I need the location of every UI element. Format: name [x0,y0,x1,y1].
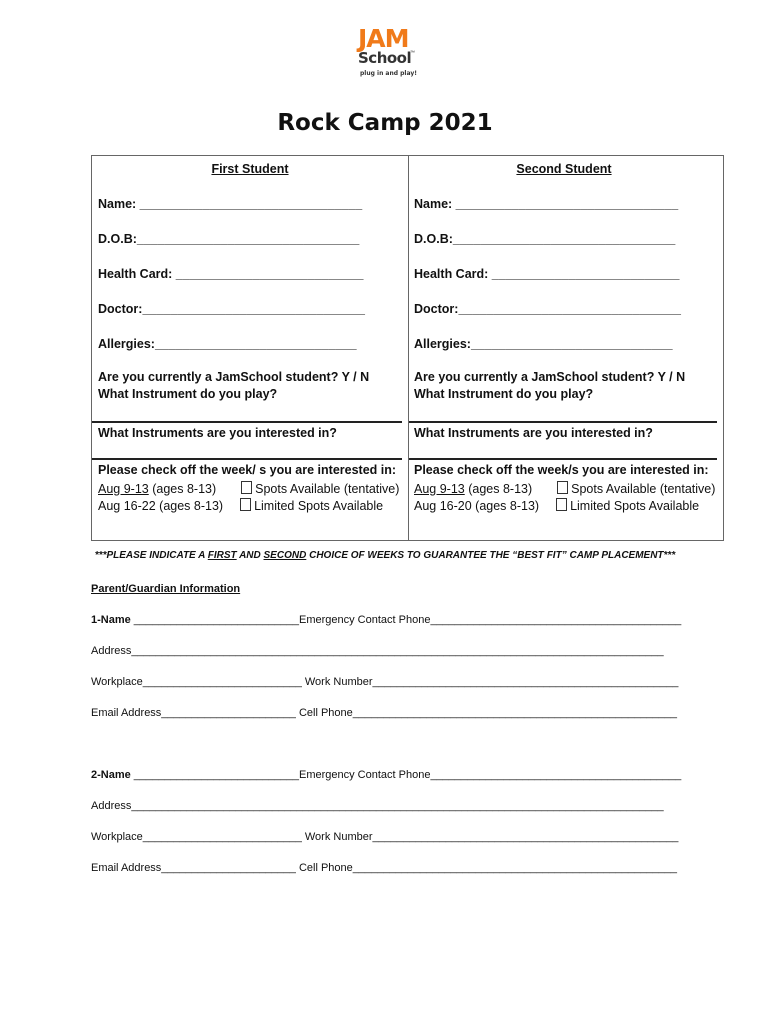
logo-school-text: School [358,49,412,67]
first-week2-checkbox[interactable] [240,498,251,511]
second-student-instrument-line [409,421,717,423]
jamschool-logo [352,26,418,84]
column-divider [408,156,409,540]
note-text-post: CHOICE OF WEEKS TO GUARANTEE THE “BEST FIT” CAMP PLACEMENT*** [306,550,676,561]
student-table [91,155,724,541]
second-week1-status: Spots Available (tentative) [571,482,716,496]
note-text-mid: AND [236,550,264,561]
guardian1-name-row[interactable] [91,614,681,626]
logo-jam-text: JAM [358,24,409,53]
guardian2-name-rest[interactable]: ___________________________Emergency Contact Phone_________________________________________ [130,769,682,781]
second-student-doctor-field[interactable]: Doctor:________________________________ [414,302,681,316]
guardian1-email-field[interactable]: Email Address______________________ Cell Phone_____________________________________________________ [91,707,678,719]
first-week1-status: Spots Available (tentative) [255,482,400,496]
first-student-instrument-question[interactable]: What Instrument do you play? [98,387,278,401]
second-week1-checkbox[interactable] [557,481,568,494]
first-student-instrument-line [92,421,402,423]
second-student-week2 [414,498,699,513]
guardian1-name-label: 1-Name [91,614,131,626]
first-student-week2 [98,498,383,513]
first-student-interested-question[interactable]: What Instruments are you interested in? [98,426,337,440]
guardian1-workplace-field[interactable]: Workplace__________________________ Work Number__________________________________________________ [91,676,679,688]
second-student-interested-question[interactable]: What Instruments are you interested in? [414,426,653,440]
guardian-heading: Parent/Guardian Information [91,583,241,595]
first-student-dob-field[interactable]: D.O.B:________________________________ [98,232,360,246]
second-student-heading: Second Student [516,162,612,176]
second-student-allergies-field[interactable]: Allergies:_____________________________ [414,337,673,351]
first-student-week1 [98,481,399,496]
first-student-interested-line [92,458,402,460]
first-student-current-question[interactable]: Are you currently a JamSchool student? Y / N [98,370,370,384]
guardian1-address-field[interactable]: Address_______________________________________________________________________________________ [91,645,664,657]
note-text-pre: ***PLEASE INDICATE A [94,550,208,561]
first-student-weeks-question: Please check off the week/ s you are interested in: [98,463,397,477]
guardian2-name-row[interactable] [91,769,681,781]
guardian2-workplace-field[interactable]: Workplace__________________________ Work Number__________________________________________________ [91,831,679,843]
first-week1-checkbox[interactable] [241,481,252,494]
page-title: Rock Camp 2021 [277,110,493,136]
guardian2-address-field[interactable]: Address_______________________________________________________________________________________ [91,800,664,812]
second-student-instrument-question[interactable]: What Instrument do you play? [414,387,594,401]
second-week2-status: Limited Spots Available [570,499,700,513]
first-student-name-field[interactable]: Name: ________________________________ [98,197,363,211]
first-student-doctor-field[interactable]: Doctor:________________________________ [98,302,365,316]
first-week2-status: Limited Spots Available [254,499,384,513]
second-student-health-card-field[interactable]: Health Card: ___________________________ [414,267,680,281]
guardian2-name-label: 2-Name [91,769,131,781]
second-week2-date: Aug 16-20 (ages 8-13) [414,499,540,513]
second-week1-ages: (ages 8-13) [464,482,533,496]
guardian1-name-rest[interactable]: ___________________________Emergency Contact Phone_________________________________________ [130,614,682,626]
second-student-week1 [414,481,715,496]
first-week2-date: Aug 16-22 (ages 8-13) [98,499,224,513]
first-student-health-card-field[interactable]: Health Card: ___________________________ [98,267,364,281]
first-week1-ages: (ages 8-13) [148,482,217,496]
week-choice-note [0,550,770,561]
second-week1-date: Aug 9-13 [414,482,465,496]
second-student-interested-line [409,458,717,460]
second-week2-checkbox[interactable] [556,498,567,511]
guardian2-email-field[interactable]: Email Address______________________ Cell Phone_____________________________________________________ [91,862,678,874]
logo-tagline: plug in and play! [360,70,417,77]
first-student-heading: First Student [211,162,289,176]
second-student-weeks-question: Please check off the week/s you are interested in: [414,463,709,477]
first-week1-date: Aug 9-13 [98,482,149,496]
second-student-name-field[interactable]: Name: ________________________________ [414,197,679,211]
note-first: FIRST [207,550,237,561]
note-second: SECOND [263,550,307,561]
first-student-allergies-field[interactable]: Allergies:_____________________________ [98,337,357,351]
second-student-dob-field[interactable]: D.O.B:________________________________ [414,232,676,246]
logo-trademark: ™ [410,50,415,56]
second-student-current-question[interactable]: Are you currently a JamSchool student? Y / N [414,370,686,384]
